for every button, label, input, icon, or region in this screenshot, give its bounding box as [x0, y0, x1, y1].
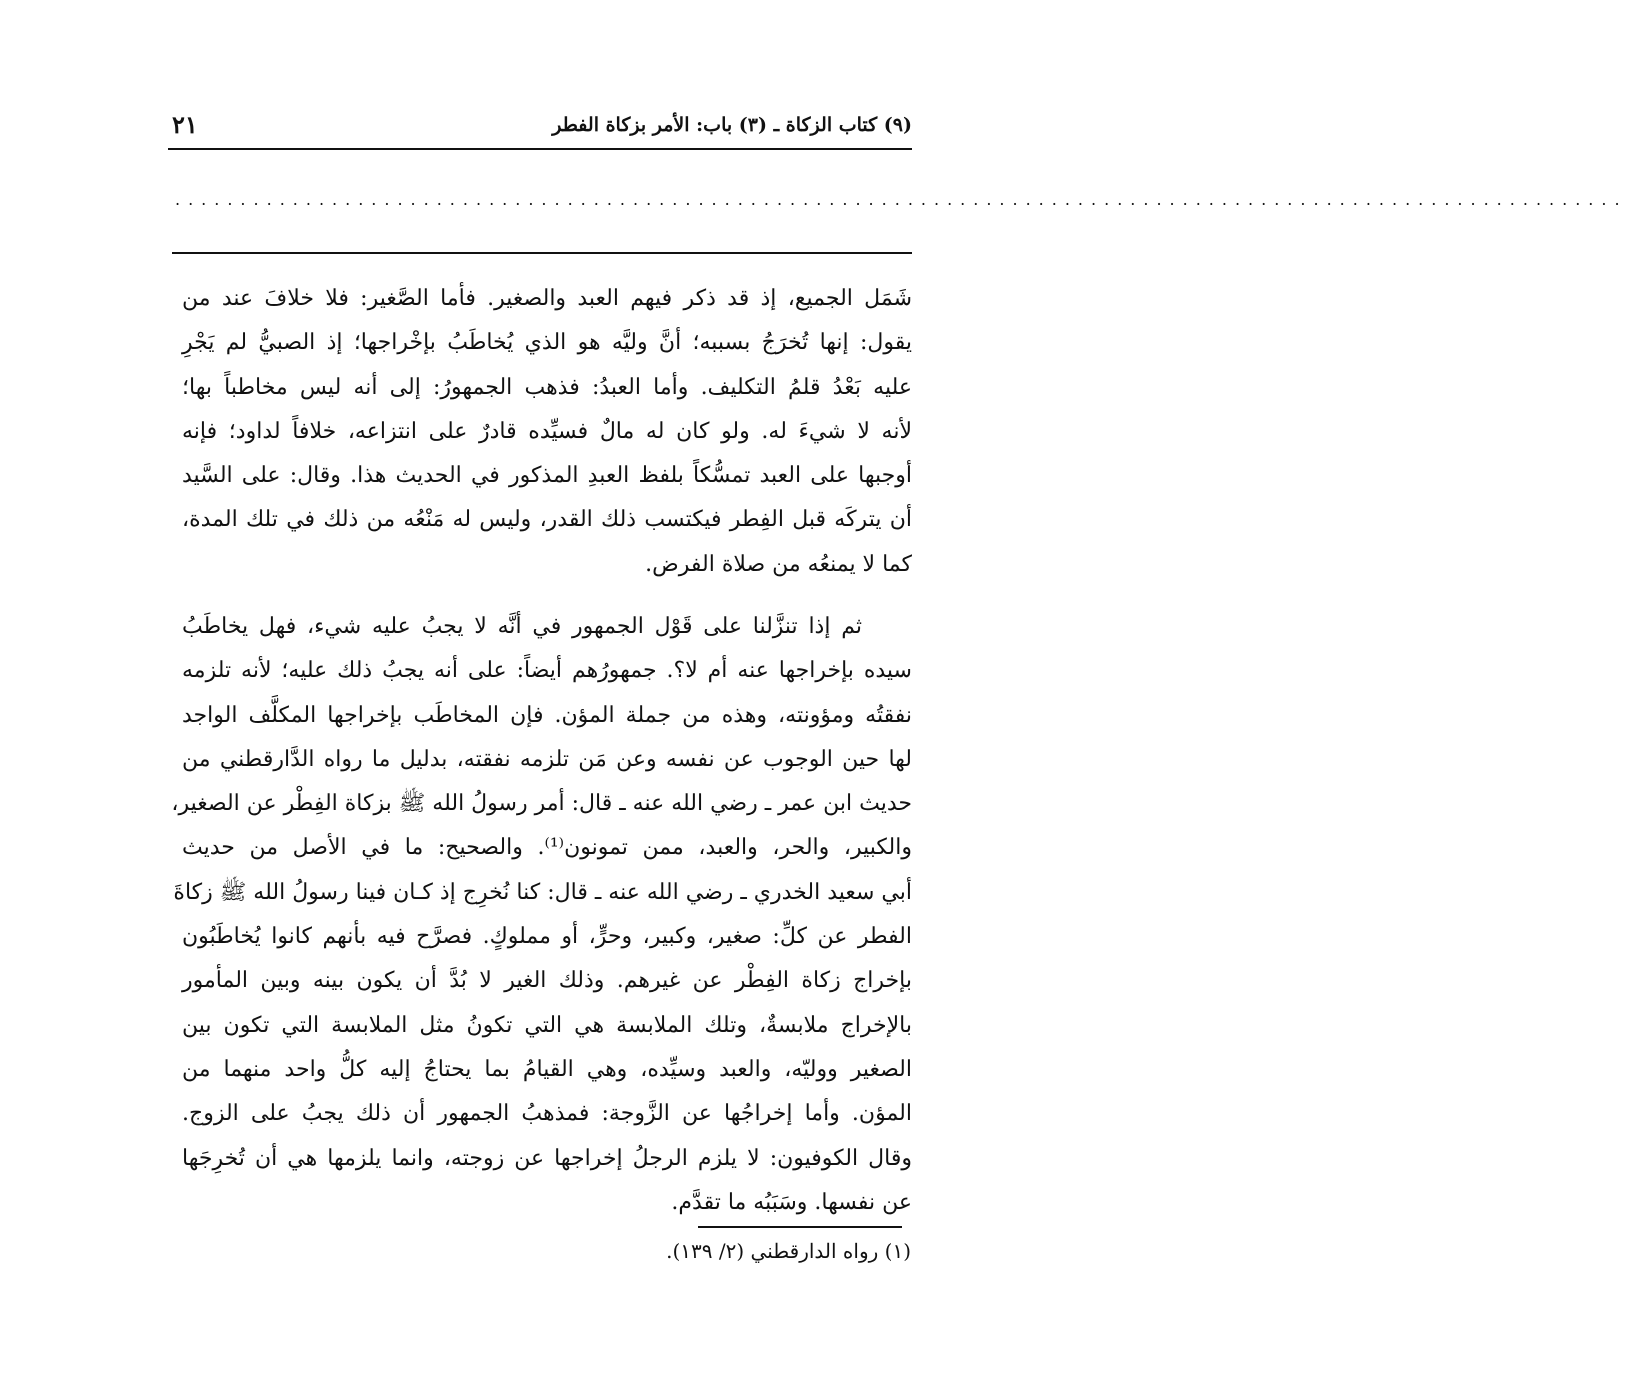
text-line: أبي سعيد الخدري ـ رضي الله عنه ـ قال: كنا نُخرِج إذ كـان فينا رسولُ الله ﷺ زكاةَ [173, 879, 912, 905]
text-line: شَمَل الجميع، إذ قد ذكر فيهم العبد والصغير. فأما الصَّغير: فلا خلافَ عند من [182, 286, 912, 311]
page-number: ٢١ [172, 110, 198, 139]
dotted-separator: ............................................................................................................... [175, 190, 1628, 209]
text-line: بالإخراج ملابسةٌ، وتلك الملابسة هي التي تكونُ مثل الملابسة التي تكون بين [182, 1012, 912, 1038]
text-line: عليه بَعْدُ قلمُ التكليف. وأما العبدُ: فذهب الجمهورُ: إلى أنه ليس مخاطباً بها؛ [182, 374, 912, 400]
paragraph-1 [182, 277, 912, 587]
footnote-rule [698, 1226, 902, 1228]
text-line: والكبير، والحر، والعبد، ممن تمونون⁽¹⁾. والصحيح: ما في الأصل من حديث [182, 835, 912, 861]
text-line: نفقتُه ومؤونته، وهذه من جملة المؤن. فإن المخاطَب بإخراجها المكلَّف الواجد [182, 702, 912, 728]
text-line: سيده بإخراجها عنه أم لا؟. جمهورُهم أيضاً: على أنه يجبُ ذلك عليه؛ لأنه تلزمه [182, 658, 912, 684]
text-line: الفطر عن كلِّ: صغير، وكبير، وحرٍّ، أو مملوكٍ. فصرَّح فيه بأنهم كانوا يُخاطَبُون [182, 924, 912, 950]
horizontal-rule [172, 252, 912, 254]
text-line: لأنه لا شيءَ له. ولو كان له مالٌ فسيِّده قادرٌ على انتزاعه، خلافاً لداود؛ فإنه [182, 418, 912, 444]
footnote-1: (١) رواه الدارقطني (٢/ ١٣٩). [666, 1239, 911, 1263]
text-line: كما لا يمنعُه من صلاة الفرض. [645, 551, 912, 577]
text-line: وقال الكوفيون: لا يلزم الرجلُ إخراجها عن زوجته، وانما يلزمها هي أن تُخرِجَها [182, 1145, 912, 1171]
header-title: (٩) كتاب الزكاة ـ (٣) باب: الأمر بزكاة الفطر [552, 114, 912, 136]
text-line: بإخراج زكاة الفِطْر عن غيرهم. وذلك الغير لا بُدَّ أن يكون بينه وبين المأمور [182, 968, 912, 994]
paragraph-2 [171, 605, 912, 1225]
text-line: حديث ابن عمر ـ رضي الله عنه ـ قال: أمر رسولُ الله ﷺ بزكاة الفِطْر عن الصغير، [171, 791, 912, 817]
text-line: لها حين الوجوب عن نفسه وعن مَن تلزمه نفقته، بدليل ما رواه الدَّارقطني من [182, 746, 912, 772]
text-line: يقول: إنها تُخرَجُ بسببه؛ أنَّ وليَّه هو الذي يُخاطَبُ بإخْراجها؛ إذ الصبيُّ لم يَجْرِ [182, 330, 912, 356]
text-line: المؤن. وأما إخراجُها عن الزَّوجة: فمذهبُ الجمهور أن ذلك يجبُ على الزوج. [182, 1101, 912, 1127]
text-line: ثم إذا تنزَّلنا على قَوْل الجمهور في أنَّه لا يجبُ عليه شيء، فهل يخاطَبُ [182, 614, 862, 639]
running-header [168, 108, 912, 150]
text-line: أوجبها على العبد تمسُّكاً بلفظ العبدِ المذكور في الحديث هذا. وقال: على السَّيد [182, 463, 912, 489]
text-line: عن نفسها. وسَبَبُه ما تقدَّم. [671, 1189, 912, 1215]
text-line: أن يتركَه قبل الفِطر فيكتسب ذلك القدر، وليس له مَنْعُه من ذلك في تلك المدة، [182, 507, 912, 533]
text-line: الصغير ووليّه، والعبد وسيِّده، وهي القيامُ بما يحتاجُ إليه كلُّ واحد منهما من [182, 1056, 912, 1082]
